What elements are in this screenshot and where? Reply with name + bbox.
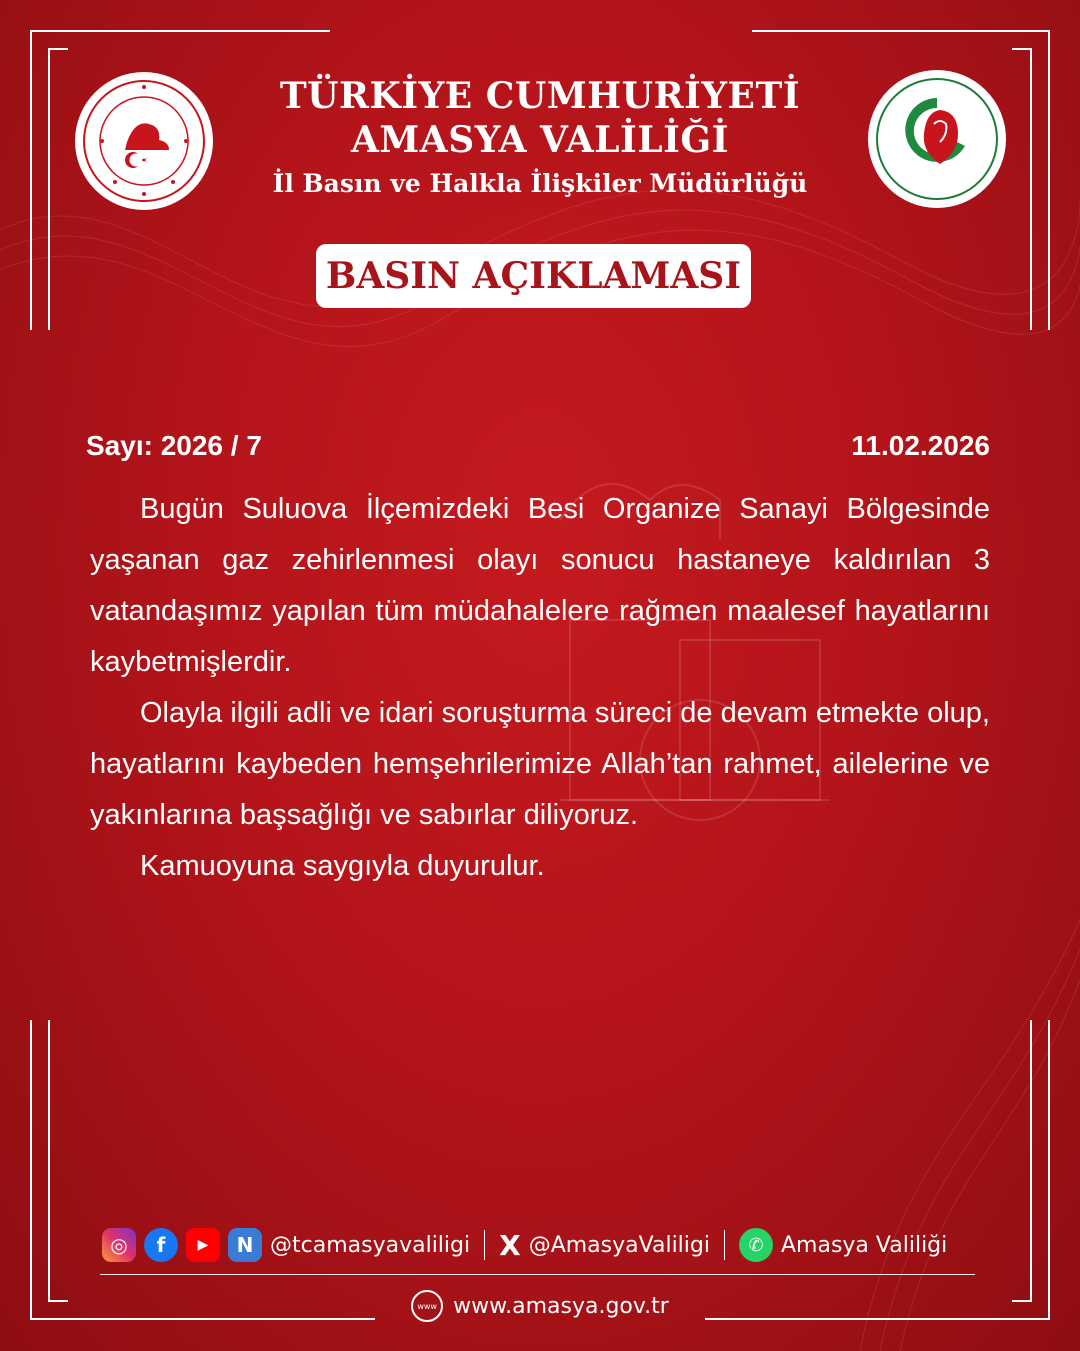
footer-divider xyxy=(100,1274,975,1275)
whatsapp-icon[interactable]: ✆ xyxy=(739,1228,773,1262)
website-link[interactable]: www.amasya.gov.tr xyxy=(453,1293,669,1319)
header-line2: AMASYA VALİLİĞİ xyxy=(350,119,730,161)
globe-icon: www xyxy=(411,1290,443,1322)
header-line3: İl Basın ve Halkla İlişkiler Müdürlüğü xyxy=(272,169,808,198)
social-footer xyxy=(102,1228,947,1262)
x-handle[interactable]: @AmasyaValiligi xyxy=(528,1232,710,1258)
paragraph-3: Kamuoyuna saygıyla duyurulur. xyxy=(140,850,545,882)
footer-separator xyxy=(484,1230,485,1260)
facebook-icon[interactable]: f xyxy=(144,1228,178,1262)
website-row xyxy=(0,1290,1080,1322)
header-line1: TÜRKİYE CUMHURİYETİ xyxy=(279,75,801,117)
press-release-title-text: BASIN AÇIKLAMASI xyxy=(325,255,742,297)
youtube-icon[interactable]: ▶ xyxy=(186,1228,220,1262)
paragraph-1: Bugün Suluova İlçemizdeki Besi Organize Sanayi Bölgesinde yaşanan gaz zehirlenmesi olayı sonucu hastaneye kaldırılan 3 vatandaşımız yapılan tüm müdahalelere rağmen maalesef hayatlarını kaybetmişlerdir. xyxy=(90,493,990,678)
nsosyal-icon[interactable]: N xyxy=(228,1228,262,1262)
paragraph-2: Olayla ilgili adli ve idari soruşturma süreci de devam etmekte olup, hayatlarını kaybeden hemşehrilerimize Allah’tan rahmet, ailelerine ve yakınlarına başsağlığı ve sabırlar diliyoruz. xyxy=(90,697,990,831)
instagram-icon[interactable]: ◎ xyxy=(102,1228,136,1262)
document-number: Sayı: 2026 / 7 xyxy=(86,430,262,461)
statement-body xyxy=(90,484,990,892)
x-icon[interactable]: X xyxy=(499,1228,521,1262)
footer-separator xyxy=(724,1230,725,1260)
header xyxy=(0,74,1080,202)
whatsapp-label[interactable]: Amasya Valiliği xyxy=(780,1232,948,1258)
social-handle[interactable]: @tcamasyavaliligi xyxy=(270,1232,471,1258)
press-release-title xyxy=(316,244,751,308)
document-date: 11.02.2026 xyxy=(851,430,990,461)
